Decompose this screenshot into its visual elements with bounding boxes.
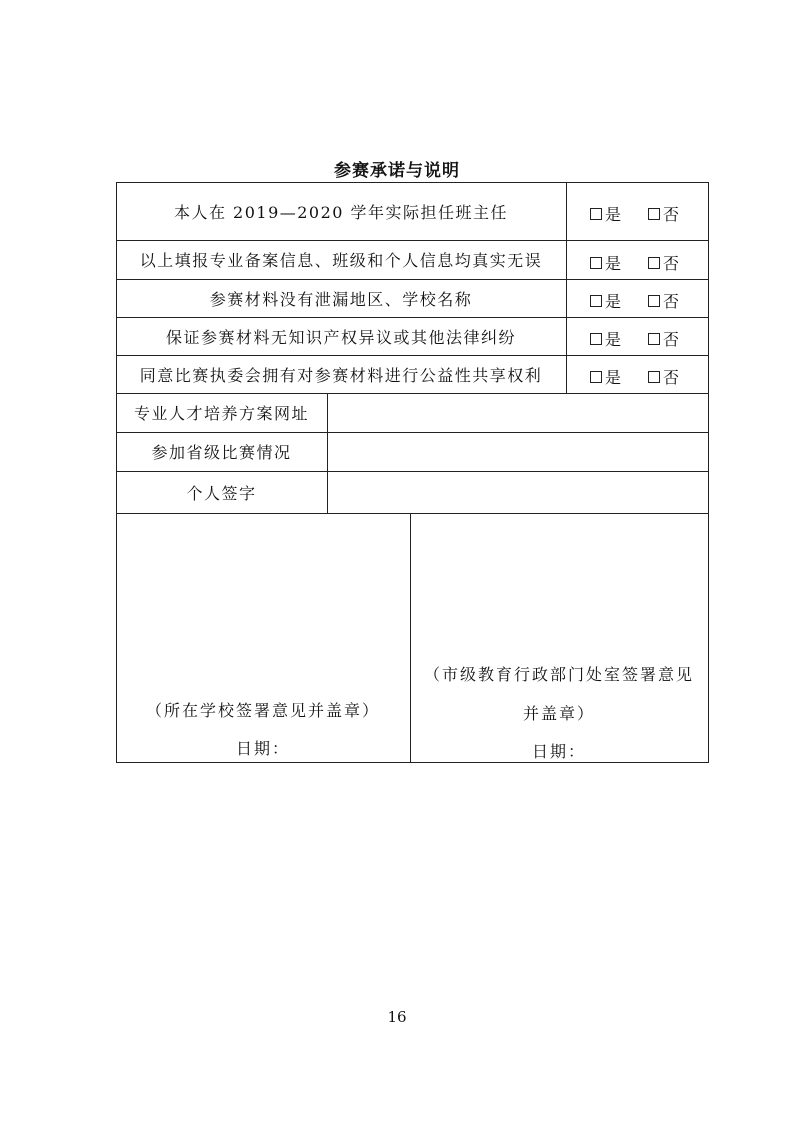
yes-checkbox[interactable]	[590, 202, 621, 225]
field-label-signature: 个人签字	[186, 483, 257, 503]
pledge-text: 同意比赛执委会拥有对参赛材料进行公益性共享权利	[139, 365, 543, 385]
no-label: 否	[663, 254, 680, 273]
yes-checkbox[interactable]	[590, 289, 621, 312]
school-date-label: 日期：	[235, 739, 290, 758]
pledge-text: 以上填报专业备案信息、班级和个人信息均真实无误	[139, 251, 543, 270]
yes-label: 是	[605, 292, 622, 311]
field-label-provincial-competition: 参加省级比赛情况	[151, 443, 292, 462]
pledge-text: 保证参赛材料无知识产权异议或其他法律纠纷	[165, 327, 516, 347]
pledge-text: 本人在 2019—2020 学年实际担任班主任	[173, 202, 509, 222]
no-checkbox[interactable]	[648, 251, 679, 274]
yes-label: 是	[605, 205, 622, 224]
no-checkbox[interactable]	[648, 202, 679, 225]
yes-label: 是	[605, 368, 622, 387]
no-checkbox[interactable]	[648, 365, 679, 388]
no-label: 否	[663, 292, 680, 311]
yes-label: 是	[605, 254, 622, 273]
no-checkbox[interactable]	[648, 327, 679, 350]
school-opinion-label: （所在学校签署意见并盖章）	[145, 701, 380, 720]
no-checkbox[interactable]	[648, 289, 679, 312]
no-label: 否	[663, 368, 680, 387]
field-value-provincial-competition[interactable]	[327, 432, 708, 471]
no-label: 否	[663, 330, 680, 349]
no-label: 否	[663, 205, 680, 224]
yes-checkbox[interactable]	[590, 327, 621, 350]
page-number: 16	[387, 1008, 407, 1026]
city-opinion-label: （市级教育行政部门处室签署意见	[423, 665, 694, 684]
field-value-signature[interactable]	[327, 471, 708, 513]
city-date-label: 日期：	[531, 742, 586, 761]
yes-checkbox[interactable]	[590, 251, 621, 274]
form-title: 参赛承诺与说明	[334, 161, 460, 181]
yes-label: 是	[605, 330, 622, 349]
pledge-text: 参赛材料没有泄漏地区、学校名称	[209, 289, 473, 309]
yes-checkbox[interactable]	[590, 365, 621, 388]
city-opinion-label-cont: 并盖章）	[522, 704, 595, 723]
field-label-program-url: 专业人才培养方案网址	[133, 404, 309, 423]
field-value-program-url[interactable]	[327, 393, 708, 432]
